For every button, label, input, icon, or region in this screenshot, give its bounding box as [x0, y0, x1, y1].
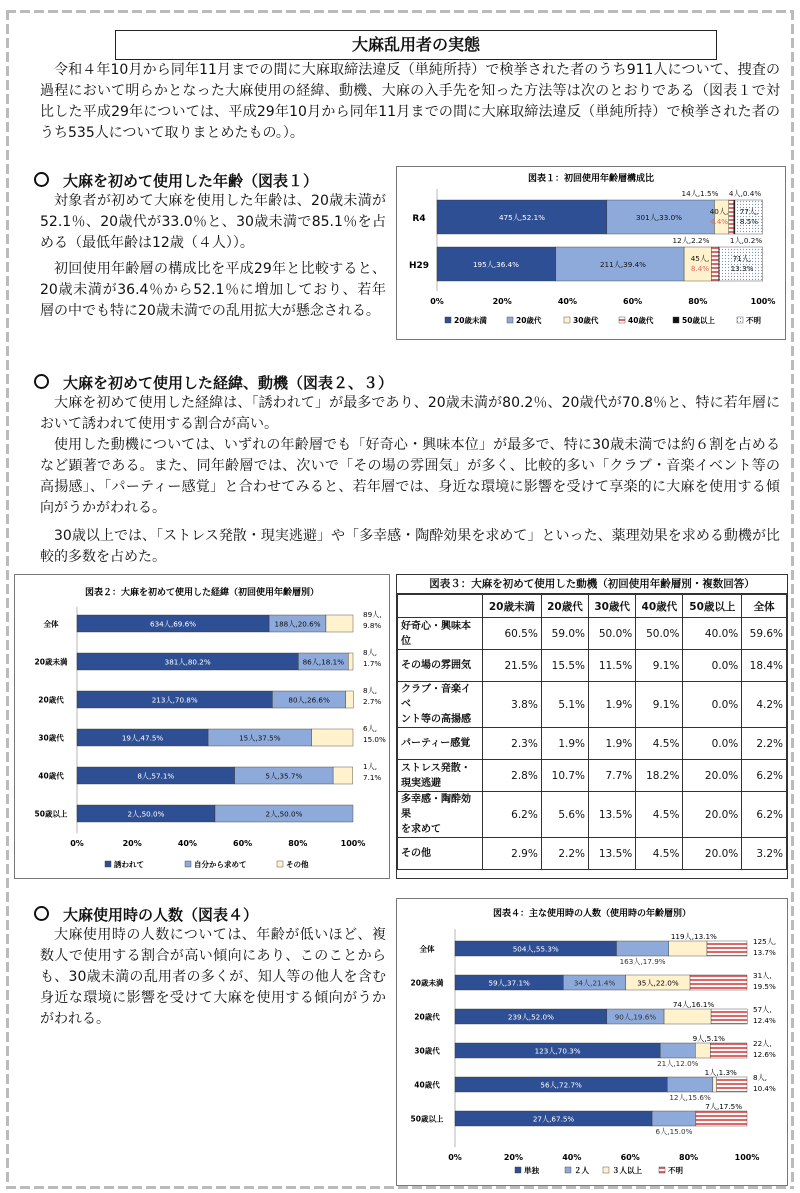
data-label: 1人,0.2% [729, 236, 763, 245]
table3-cell: 20.0% [683, 792, 742, 838]
category-label: R4 [412, 214, 426, 224]
table3-cell: 5.1% [541, 682, 588, 728]
legend-swatch [185, 861, 191, 867]
data-label: 40人, [709, 207, 729, 216]
legend-label: 20歳代 [516, 316, 542, 325]
data-label: 8人,57.1% [137, 771, 175, 781]
table3-row-label-line: 好奇心・興味本位 [401, 620, 471, 647]
table3-cell: 2.2% [541, 838, 588, 870]
x-tick-label: 80% [288, 839, 308, 848]
legend-swatch [565, 1167, 571, 1173]
legend-label: 自分から求めて [194, 860, 247, 869]
data-label: 21人,12.0% [657, 1059, 699, 1068]
data-label: 211人,39.4% [599, 260, 647, 269]
table3-row-label-line: 現実逃避 [401, 777, 441, 789]
data-label: 125人, [753, 937, 777, 946]
chart1-svg [397, 167, 785, 339]
data-label: 2人,50.0% [127, 809, 165, 819]
intro-paragraph: 令和４年10月から同年11月までの間に大麻取締法違反（単純所持）で検挙された者のうち911人について、捜査の過程において明らかとなった大麻使用の経緯、動機、大麻の入手先を知った方法等は次のとおりである（図表１で対比した平成29年については、平成29年10月から同年11月までの間に大麻取締法違反（単純所持）で検挙された者のうち535人について取りまとめたもの。）。 [40, 62, 780, 141]
section2-heading-text: 大麻を初めて使用した経緯、動機（図表２、３） [63, 374, 394, 392]
data-label: 12.4% [753, 1016, 776, 1025]
legend-label: 30歳代 [573, 316, 599, 325]
category-label: 全体 [43, 619, 59, 629]
table3-cell: 4.5% [636, 792, 683, 838]
bar-segment [711, 247, 718, 281]
bar-segment [312, 729, 353, 746]
chart1-box [396, 166, 786, 340]
data-label: 34人,21.4% [573, 978, 616, 988]
data-label: 27人,67.5% [532, 1114, 575, 1124]
table3-row-label [398, 650, 483, 682]
category-label: 50歳以上 [410, 1114, 444, 1124]
data-label: 8人, [363, 648, 378, 657]
bar-segment [713, 1077, 717, 1092]
table3-cell: 0.0% [683, 682, 742, 728]
table3-cell: 11.5% [589, 650, 636, 682]
table3-row-label [398, 728, 483, 760]
data-label: 80人,26.6% [288, 695, 330, 705]
legend-swatch [277, 861, 283, 867]
bar-segment [326, 615, 353, 632]
category-label: 20歳未満 [410, 978, 444, 988]
table3-row-label-line: パーティー感覚 [401, 738, 471, 749]
table3-row-label-line: クラブ・音楽イベ [401, 684, 471, 710]
data-label: 5人,35.7% [265, 771, 303, 781]
table3-row-label-line: ント等の高揚感 [401, 714, 471, 725]
table3-cell: 21.5% [483, 650, 542, 682]
table3-column-header: 20歳代 [541, 595, 588, 618]
legend-label: 誘われて [114, 860, 144, 869]
legend-swatch [603, 1167, 609, 1173]
legend-swatch [737, 317, 743, 323]
table3-cell: 10.7% [541, 760, 588, 792]
bar-segment [333, 767, 353, 784]
chart2-title: 図表２：大麻を初めて使用した経緯（初回使用年齢層別） [84, 588, 320, 598]
table3-cell: 40.0% [683, 618, 742, 650]
bar-segment [729, 200, 734, 234]
table3-column-header: 20歳未満 [483, 595, 542, 618]
bar-segment [616, 941, 668, 956]
legend-swatch [445, 317, 451, 323]
table3-cell: 7.7% [589, 760, 636, 792]
category-label: 30歳代 [38, 733, 64, 743]
table3-cell: 9.1% [636, 682, 683, 728]
bar-segment [696, 1111, 747, 1126]
data-label: 59人,37.1% [488, 978, 530, 988]
data-label: 213人,70.8% [151, 695, 198, 705]
table3-cell: 15.5% [541, 650, 588, 682]
table3-cell: 4.5% [636, 728, 683, 760]
data-label: 8人, [753, 1073, 768, 1082]
data-label: 15.0% [363, 735, 386, 744]
data-label: 239人,52.0% [507, 1012, 554, 1022]
frame-right-border [791, 10, 794, 1189]
legend-label: 40歳代 [628, 316, 654, 325]
x-tick-label: 80% [688, 297, 708, 306]
section1-paragraph1: 対象者が初めて大麻を使用した年齢は、20歳未満が52.1％、20歳代が33.0％と、30歳未満で85.1％を占める（最低年齢は12歳（４人））。 [40, 193, 386, 251]
bullet-circle-icon [34, 906, 49, 921]
table3-cell: 4.2% [742, 682, 787, 728]
data-label: 74人,16.1% [672, 1000, 715, 1009]
bar-segment [690, 975, 747, 990]
data-label: 1人, [363, 762, 378, 771]
table3-column-header: 全体 [742, 595, 787, 618]
table3-cell: 2.9% [483, 838, 542, 870]
data-label: 1人,1.3% [704, 1068, 737, 1077]
data-label: 8.5% [739, 217, 759, 226]
table3-row [398, 682, 787, 728]
data-label: 6人,15.0% [655, 1127, 693, 1136]
data-label: 9.8% [363, 621, 382, 630]
section2-paragraph3: 30歳以上では、「ストレス発散・現実逃避」や「多幸感・陶酔効果を求めて」といった、薬理効果を求める動機が比較的多数を占めた。 [40, 528, 780, 565]
data-label: 8.4% [690, 264, 710, 273]
x-tick-label: 40% [562, 1153, 582, 1162]
bar-segment [669, 941, 707, 956]
data-label: 13.7% [753, 948, 776, 957]
data-label: 1.7% [363, 659, 382, 668]
x-tick-label: 0% [70, 839, 84, 848]
legend-swatch [619, 317, 625, 323]
table3-row-label-line: ストレス発散・ [401, 762, 471, 774]
x-tick-label: 80% [679, 1153, 699, 1162]
data-label: 4人,0.4% [728, 189, 762, 198]
data-label: 9人,5.1% [692, 1034, 725, 1043]
chart2-box [14, 574, 390, 879]
data-label: 13.3% [730, 264, 754, 273]
category-label: 30歳代 [414, 1046, 440, 1056]
table3-row-label [398, 618, 483, 650]
table3-cell: 50.0% [636, 618, 683, 650]
table3-column-header: 30歳代 [589, 595, 636, 618]
section4-heading [34, 904, 258, 925]
data-label: 475人,52.1% [498, 213, 546, 222]
table3-row-label [398, 838, 483, 870]
data-label: 86人,18.1% [302, 657, 345, 667]
table3-row [398, 728, 787, 760]
x-tick-label: 100% [734, 1153, 760, 1162]
table3-cell: 1.9% [589, 728, 636, 760]
table3-column-header: 50歳以上 [683, 595, 742, 618]
data-label: 56人,72.7% [540, 1080, 582, 1090]
category-label: 50歳以上 [34, 809, 68, 819]
data-label: 123人,70.3% [534, 1046, 581, 1056]
legend-label: その他 [286, 860, 309, 869]
section4-paragraph1: 大麻使用時の人数については、年齢が低いほど、複数人で使用する割合が高い傾向にあり、このことからも、30歳未満の乱用者の多くが、知人等の他人を含む身近な環境に影響を受けて大麻を使用する傾向がうかがわれる。 [40, 927, 386, 1027]
chart1-title: 図表１：初回使用年齢層構成比 [527, 174, 655, 184]
legend-label: ２人 [574, 1166, 589, 1175]
legend-label: 20歳未満 [454, 316, 487, 325]
table3-cell: 0.0% [683, 728, 742, 760]
table3-title: 図表３：大麻を初めて使用した動機（初回使用年齢層別・複数回答） [397, 575, 787, 594]
legend-label: ３人以上 [612, 1166, 642, 1175]
data-label: 10.4% [753, 1084, 776, 1093]
table3-row-label [398, 682, 483, 728]
section2-paragraph1: 大麻を初めて使用した経緯は、「誘われて」が最多であり、20歳未満が80.2％、20歳代が70.8％と、特に若年層において誘われて使用する割合が高い。 [40, 395, 780, 432]
bar-segment [660, 1043, 695, 1058]
chart2-svg [15, 575, 389, 878]
x-tick-label: 100% [340, 839, 366, 848]
data-label: 301人,33.0% [635, 213, 683, 222]
category-label: 全体 [419, 944, 435, 954]
data-label: 381人,80.2% [164, 657, 211, 667]
data-label: 7.1% [363, 773, 382, 782]
table3-row [398, 760, 787, 792]
table3-cell: 5.6% [541, 792, 588, 838]
data-label: 6人, [363, 724, 378, 733]
table3-row-label-line: その場の雰囲気 [401, 660, 471, 671]
category-label: 20歳未満 [34, 657, 68, 667]
table3-cell: 60.5% [483, 618, 542, 650]
table3-row [398, 838, 787, 870]
legend-label: 単独 [524, 1166, 539, 1175]
table3 [397, 594, 787, 870]
bullet-circle-icon [34, 374, 49, 389]
table3-cell: 6.2% [742, 760, 787, 792]
data-label: 195人,36.4% [472, 260, 520, 269]
x-tick-label: 20% [122, 839, 142, 848]
x-tick-label: 20% [492, 297, 512, 306]
table3-cell: 4.5% [636, 838, 683, 870]
chart4-title: 図表４：主な使用時の人数（使用時の年齢層別） [492, 909, 692, 919]
page-title: 大麻乱用者の実態 [115, 30, 717, 60]
table3-row [398, 792, 787, 838]
table3-cell: 20.0% [683, 760, 742, 792]
table3-row-label [398, 760, 483, 792]
data-label: 19人,47.5% [121, 733, 164, 743]
table3-cell: 3.2% [742, 838, 787, 870]
bar-segment [664, 1009, 711, 1024]
data-label: 22人, [753, 1039, 772, 1048]
table3-cell: 1.9% [589, 682, 636, 728]
x-tick-label: 60% [623, 297, 643, 306]
category-label: 20歳代 [414, 1012, 440, 1022]
data-label: 8人, [363, 686, 378, 695]
data-label: 90人,19.6% [614, 1012, 657, 1022]
x-tick-label: 60% [233, 839, 253, 848]
data-label: 77人, [739, 207, 759, 216]
table3-cell: 1.9% [541, 728, 588, 760]
bar-segment [711, 1009, 747, 1024]
bar-segment [710, 1043, 747, 1058]
legend-swatch [105, 861, 111, 867]
x-tick-label: 0% [448, 1153, 462, 1162]
data-label: 57人, [753, 1005, 772, 1014]
chart4-svg [397, 899, 787, 1185]
table3-row-label [398, 792, 483, 838]
table3-cell: 50.0% [589, 618, 636, 650]
table3-row [398, 618, 787, 650]
data-label: 163人,17.9% [619, 957, 666, 966]
table3-cell: 2.8% [483, 760, 542, 792]
legend-label: 50歳以上 [682, 316, 715, 325]
table3-box [396, 574, 788, 879]
bar-segment [695, 1043, 710, 1058]
data-label: 504人,55.3% [512, 944, 559, 954]
table3-row [398, 650, 787, 682]
data-label: 31人, [753, 971, 772, 980]
table3-cell: 0.0% [683, 650, 742, 682]
chart4-box [396, 898, 788, 1186]
data-label: 71人, [732, 254, 752, 263]
table3-row-label-line: その他 [401, 848, 431, 859]
x-tick-label: 100% [750, 297, 776, 306]
table3-cell: 20.0% [683, 838, 742, 870]
legend-label: 不明 [668, 1166, 683, 1175]
table3-row-label-line: 多幸感・陶酔効果 [401, 794, 471, 820]
data-label: 634人,69.6% [150, 619, 197, 629]
category-label: 40歳代 [38, 771, 64, 781]
category-label: 20歳代 [38, 695, 64, 705]
bar-segment [667, 1077, 713, 1092]
table3-cell: 9.1% [636, 650, 683, 682]
table3-cell: 3.8% [483, 682, 542, 728]
x-tick-label: 40% [177, 839, 197, 848]
legend-swatch [507, 317, 513, 323]
data-label: 2.7% [363, 697, 382, 706]
data-label: 119人,13.1% [670, 932, 717, 941]
data-label: 12人,2.2% [672, 236, 710, 245]
bar-segment [717, 1077, 747, 1092]
section2-paragraph2: 使用した動機については、いずれの年齢層でも「好奇心・興味本位」が最多で、特に30歳未満では約６割を占めるなど顕著である。また、同年齢層では、次いで「その場の雰囲気」が多く、比較的多い「クラブ・音楽イベント等の高揚感」、「パーティー感覚」と合わせてみると、若年層では、身近な環境に影響を受けて享楽的に大麻を使用する傾向がうかがわれる。 [40, 437, 780, 516]
table3-cell: 2.3% [483, 728, 542, 760]
table3-cell: 13.5% [589, 838, 636, 870]
x-tick-label: 40% [557, 297, 577, 306]
legend-swatch [564, 317, 570, 323]
table3-row-label-line: を求めて [401, 824, 441, 835]
table3-cell: 59.0% [541, 618, 588, 650]
table3-cell: 13.5% [589, 792, 636, 838]
table3-cell: 6.2% [742, 792, 787, 838]
data-label: 7人,17.5% [705, 1102, 743, 1111]
legend-swatch [515, 1167, 521, 1173]
legend-swatch [673, 317, 679, 323]
bar-segment [346, 691, 353, 708]
bullet-circle-icon [34, 172, 49, 187]
data-label: 188人,20.6% [274, 619, 321, 629]
bar-segment [348, 653, 353, 670]
data-label: 12人,15.6% [669, 1093, 711, 1102]
x-tick-label: 20% [503, 1153, 523, 1162]
section1-heading [34, 170, 318, 191]
data-label: 14人,1.5% [681, 189, 719, 198]
table3-corner [398, 595, 483, 618]
table3-cell: 2.2% [742, 728, 787, 760]
table3-cell: 59.6% [742, 618, 787, 650]
data-label: 89人, [363, 610, 382, 619]
frame-top-border [6, 10, 794, 13]
data-label: 12.6% [753, 1050, 776, 1059]
x-tick-label: 60% [620, 1153, 640, 1162]
x-tick-label: 0% [430, 297, 444, 306]
data-label: 45人, [690, 254, 710, 263]
data-label: 35人,22.0% [637, 978, 679, 988]
data-label: 19.5% [753, 982, 776, 991]
data-label: 4.4% [709, 217, 729, 226]
data-label: 15人,37.5% [239, 733, 281, 743]
category-label: H29 [408, 261, 430, 271]
bar-segment [652, 1111, 696, 1126]
table3-cell: 6.2% [483, 792, 542, 838]
legend-label: 不明 [746, 316, 761, 325]
bar-segment [707, 941, 747, 956]
section2-heading [34, 372, 393, 393]
table3-cell: 18.4% [742, 650, 787, 682]
frame-left-border [6, 10, 9, 1189]
category-label: 40歳代 [414, 1080, 440, 1090]
section1-paragraph2: 初回使用年齢層の構成比を平成29年と比較すると、20歳未満が36.4％から52.1％に増加しており、若年層の中でも特に20歳未満での乱用拡大が懸念される。 [40, 261, 386, 319]
section1-heading-text: 大麻を初めて使用した年齢（図表１） [63, 172, 319, 190]
section4-heading-text: 大麻使用時の人数（図表４） [63, 906, 259, 924]
table3-cell: 18.2% [636, 760, 683, 792]
data-label: 2人,50.0% [265, 809, 303, 819]
legend-swatch [659, 1167, 665, 1173]
table3-column-header: 40歳代 [636, 595, 683, 618]
